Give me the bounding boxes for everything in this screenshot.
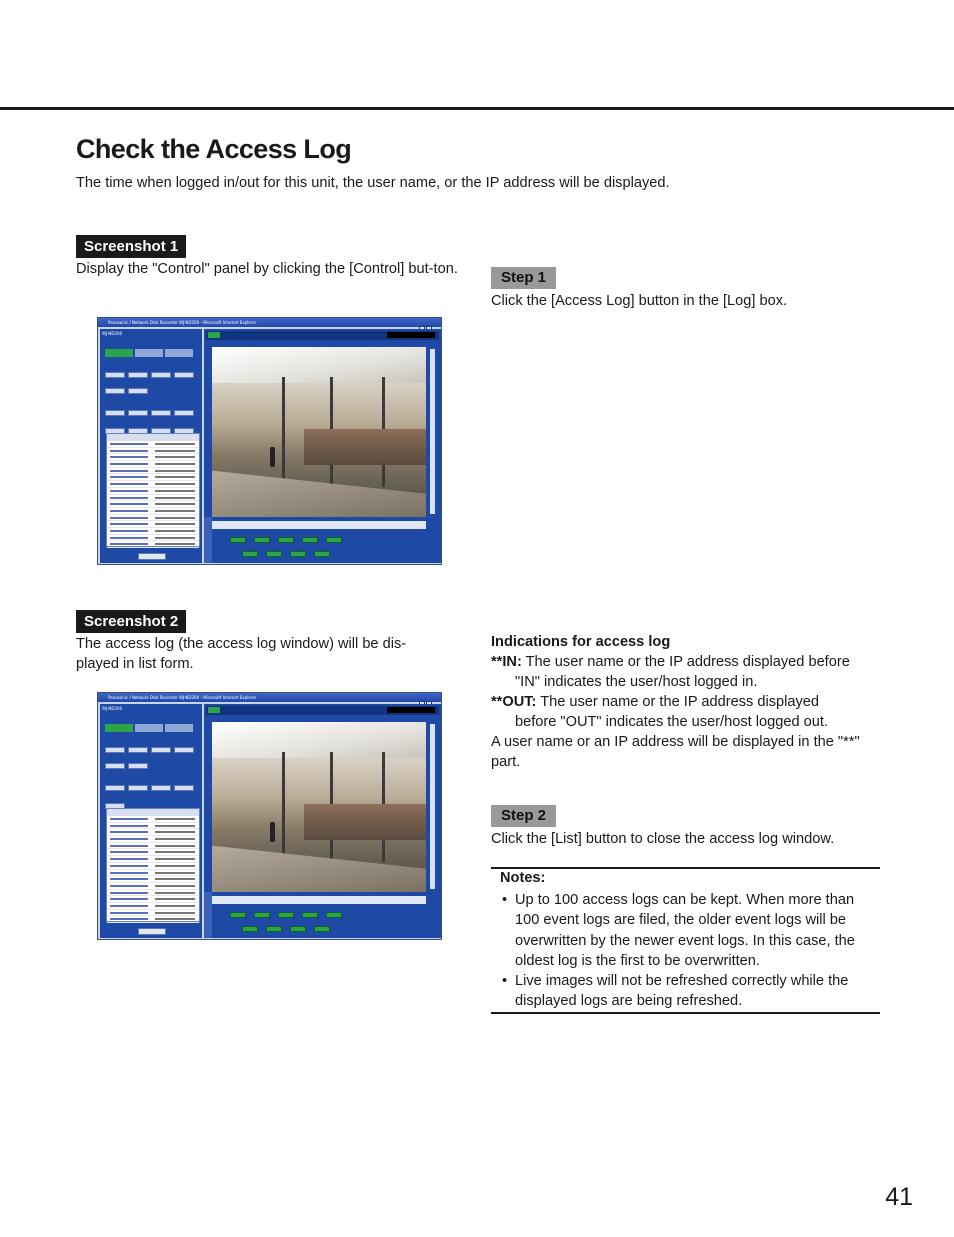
close-button [138, 553, 166, 560]
out-line [491, 692, 881, 712]
log-buttons [105, 403, 199, 413]
playback-buttons [222, 535, 422, 559]
step-1-text: Click the [Access Log] button in the [Log] box. [491, 293, 788, 309]
window-buttons [418, 694, 438, 701]
out-label: **OUT: [491, 694, 537, 710]
event-list [106, 433, 200, 547]
side-tab [204, 892, 212, 938]
intro-text: The time when logged in/out for this unit, the user name, or the IP address will be displayed. [76, 175, 670, 191]
camera-controls [212, 896, 426, 904]
indications-note: A user name or an IP address will be displayed in the "**" part. [491, 734, 860, 770]
notes-top-rule [491, 867, 880, 869]
window-titlebar: Panasonic / Network Disk Recorder WJ-ND200 - Microsoft Internet Explorer [98, 693, 441, 702]
status-bar [206, 706, 439, 715]
in-line [491, 652, 881, 672]
note-item: • Live images will not be refreshed correctly while the displayed logs are being refreshed. [500, 971, 880, 1012]
indications-heading: Indications for access log [491, 634, 671, 650]
window-buttons [418, 319, 438, 326]
screenshot-1-tag: Screenshot 1 [76, 235, 186, 258]
page-title: Check the Access Log [76, 134, 352, 164]
notes-list [500, 890, 880, 1012]
camera-image [212, 722, 426, 892]
screenshot-1-image [97, 317, 442, 565]
list-buttons [105, 421, 199, 431]
side-tab [204, 517, 212, 563]
access-log-header [105, 796, 199, 806]
multiscreen-controls [105, 365, 199, 375]
close-button [138, 928, 166, 935]
camera-image [212, 347, 426, 517]
header-rule [0, 107, 954, 110]
step-2-tag: Step 2 [491, 805, 556, 827]
in-label: **IN: [491, 654, 522, 670]
sequence-controls [105, 381, 199, 391]
control-tabs [105, 719, 199, 727]
multiscreen-controls [105, 740, 199, 750]
step-1-tag: Step 1 [491, 267, 556, 289]
screenshot-2-image [97, 692, 442, 940]
screenshot-1-text: Display the "Control" panel by clicking the [Control] but-ton. [76, 261, 458, 277]
in-text: The user name or the IP address displayed before [521, 654, 850, 670]
indications-block [491, 632, 881, 772]
notes-bottom-rule [491, 1012, 880, 1014]
screenshot-2-text: The access log (the access log window) will be dis-played in list form. [76, 636, 407, 672]
control-panel: WJ-ND200 [100, 704, 202, 938]
camera-controls [212, 521, 426, 529]
control-panel: WJ-ND200 [100, 329, 202, 563]
notes-heading: Notes: [500, 870, 546, 886]
live-view-panel [204, 704, 441, 938]
window-titlebar: Panasonic / Network Disk Recorder WJ-ND200 - Microsoft Internet Explorer [98, 318, 441, 327]
note-item: • Up to 100 access logs can be kept. When more than 100 event logs are filed, the older event logs will be overwritten by the newer event logs. In this case, the oldest log is the first to be overwritten. [500, 890, 880, 971]
scrollbar [430, 724, 435, 889]
out-text-continued: before "OUT" indicates the user/host logged out. [515, 714, 828, 730]
access-log-list [106, 808, 200, 922]
step-2-text: Click the [List] button to close the access log window. [491, 831, 835, 847]
control-tabs [105, 344, 199, 352]
live-view-panel [204, 329, 441, 563]
scrollbar [430, 349, 435, 514]
page-number: 41 [885, 1183, 913, 1211]
in-text-continued: "IN" indicates the user/host logged in. [515, 674, 758, 690]
playback-buttons [222, 910, 422, 934]
log-buttons [105, 778, 199, 788]
screenshot-2-tag: Screenshot 2 [76, 610, 186, 633]
sequence-controls [105, 756, 199, 766]
status-bar [206, 331, 439, 340]
out-text: The user name or the IP address displayed [536, 694, 819, 710]
